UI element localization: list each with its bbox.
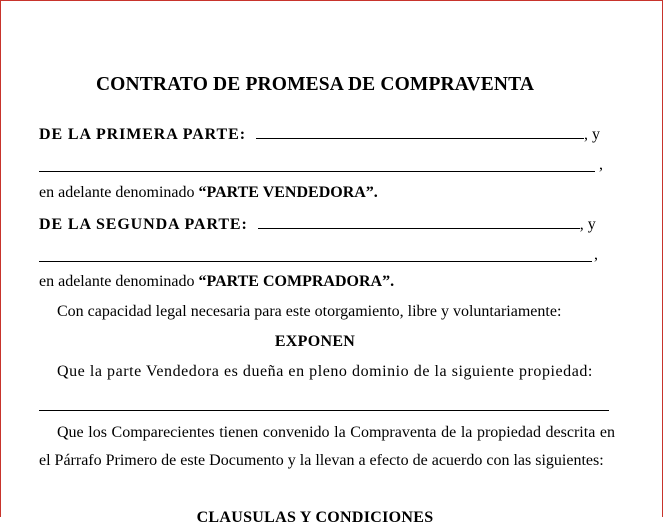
second-party-label: DE LA SEGUNDA PARTE: [39,216,248,233]
agreement-paragraph: Que los Comparecientes tienen convenido la Compraventa de la propiedad descrita en el Párrafo Primero de este Documento y la llevan a efecto de acuerdo con las siguientes: [39,424,615,469]
second-party-row [39,214,596,234]
second-party-comma: , [594,246,598,263]
seller-prefix: en adelante denominado [39,184,199,201]
expose-heading: EXPONEN [274,333,356,350]
seller-name: “PARTE VENDEDORA”. [198,184,378,201]
buyer-name: “PARTE COMPRADORA”. [198,273,395,290]
buyer-designation [39,273,394,291]
property-description-blank [39,410,609,411]
first-party-label: DE LA PRIMERA PARTE: [39,126,246,143]
seller-designation [39,184,378,202]
second-party-name-blank [258,214,580,229]
property-text: Que la parte Vendedora es dueña en pleno dominio de la siguiente propiedad: [57,363,593,380]
buyer-prefix: en adelante denominado [39,273,199,290]
first-party-comma: , [599,156,603,173]
capacity-text: Con capacidad legal necesaria para este otorgamiento, libre y voluntariamente: [57,303,562,320]
document-title: CONTRATO DE PROMESA DE COMPRAVENTA [95,74,535,95]
second-party-extra-blank [39,261,592,262]
clauses-heading: CLAUSULAS Y CONDICIONES [196,509,434,526]
first-party-and: , y [583,126,600,143]
second-party-and: , y [579,216,596,233]
first-party-name-blank [256,124,584,139]
first-party-extra-blank [39,171,595,172]
first-party-row [39,124,600,144]
